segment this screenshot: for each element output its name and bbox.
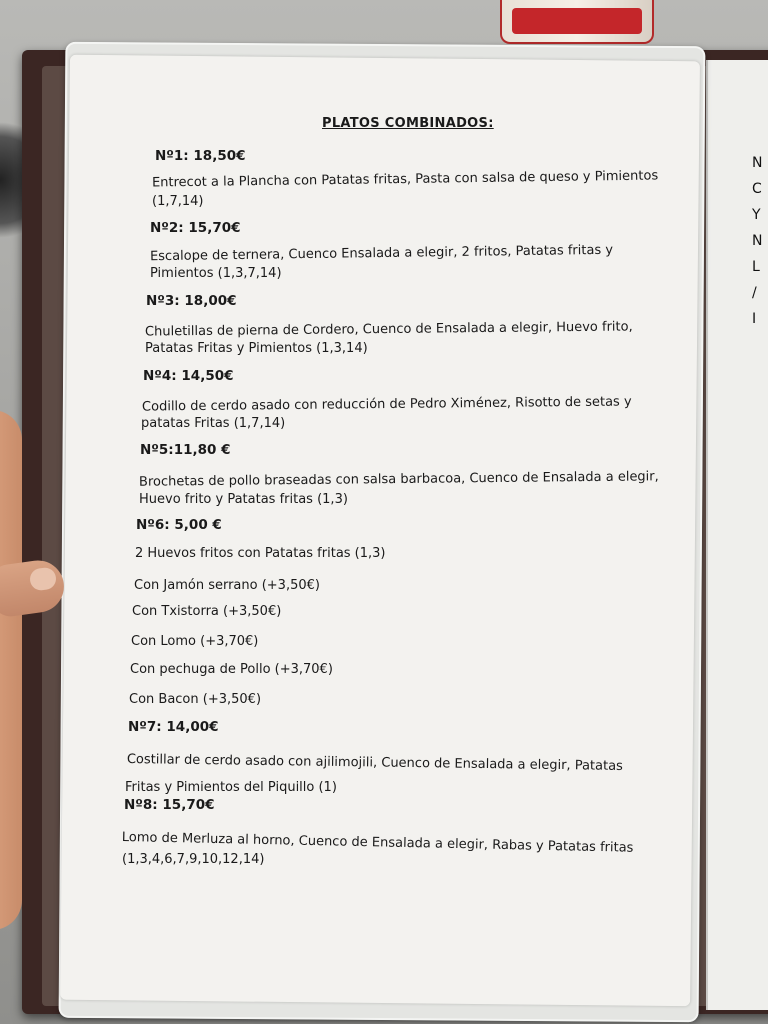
hand-palm (0, 410, 22, 930)
next-page-letter: C (752, 181, 762, 197)
dish-6-option: Con pechuga de Pollo (+3,70€) (130, 662, 333, 677)
dish-7-desc: Costillar de cerdo asado con ajilimojili, Cuenco de Ensalada a elegir, Patatas (126, 752, 623, 774)
next-page-letter: N (752, 233, 763, 249)
menu-title: PLATOS COMBINADOS: (322, 116, 494, 131)
dish-8-header: Nº8: 15,70€ (124, 797, 215, 813)
next-page-letter: Y (752, 207, 761, 223)
dish-1-desc: (1,7,14) (152, 194, 204, 209)
dish-6-header: Nº6: 5,00 € (136, 517, 222, 533)
dish-3-header: Nº3: 18,00€ (146, 293, 237, 309)
dish-6-desc: 2 Huevos fritos con Patatas fritas (1,3) (135, 546, 386, 561)
hand (0, 380, 100, 940)
dish-7-header: Nº7: 14,00€ (128, 719, 219, 735)
next-page-letter: / (752, 285, 757, 301)
dish-3-desc: Chuletillas de pierna de Cordero, Cuenco de Ensalada a elegir, Huevo frito, (144, 319, 633, 340)
dish-4-desc: Codillo de cerdo asado con reducción de Pedro Ximénez, Risotto de setas y (141, 394, 632, 415)
next-page-letter: N (752, 155, 763, 171)
dish-6-option: Con Jamón serrano (+3,50€) (134, 578, 320, 593)
dish-5-header: Nº5:11,80 € (140, 442, 231, 458)
dish-5-desc: Huevo frito y Patatas fritas (1,3) (139, 492, 348, 507)
dish-2-desc: Escalope de ternera, Cuenco Ensalada a elegir, 2 fritos, Patatas fritas y (149, 242, 614, 265)
dish-4-desc: patatas Fritas (1,7,14) (141, 416, 286, 431)
dish-7-desc: Fritas y Pimientos del Piquillo (1) (125, 780, 337, 795)
next-page-letter: I (752, 311, 757, 327)
dish-6-option: Con Bacon (+3,50€) (129, 692, 262, 707)
dish-1-desc: Entrecot a la Plancha con Patatas fritas, Pasta con salsa de queso y Pimientos (151, 168, 659, 191)
next-page-letter: L (752, 259, 760, 275)
dish-2-header: Nº2: 15,70€ (150, 220, 241, 236)
dish-3-desc: Patatas Fritas y Pimientos (1,3,14) (145, 341, 368, 356)
dish-6-option: Con Txistorra (+3,50€) (132, 604, 282, 619)
dish-2-desc: Pimientos (1,3,7,14) (150, 266, 282, 281)
dish-8-desc: Lomo de Merluza al horno, Cuenco de Ensalada a elegir, Rabas y Patatas fritas (121, 830, 634, 856)
dish-4-header: Nº4: 14,50€ (143, 368, 234, 384)
dish-8-desc: (1,3,4,6,7,9,10,12,14) (122, 852, 265, 867)
dish-5-desc: Brochetas de pollo braseadas con salsa barbacoa, Cuenco de Ensalada a elegir, (138, 469, 659, 490)
dish-6-option: Con Lomo (+3,70€) (131, 634, 259, 649)
dish-1-header: Nº1: 18,50€ (155, 148, 246, 164)
